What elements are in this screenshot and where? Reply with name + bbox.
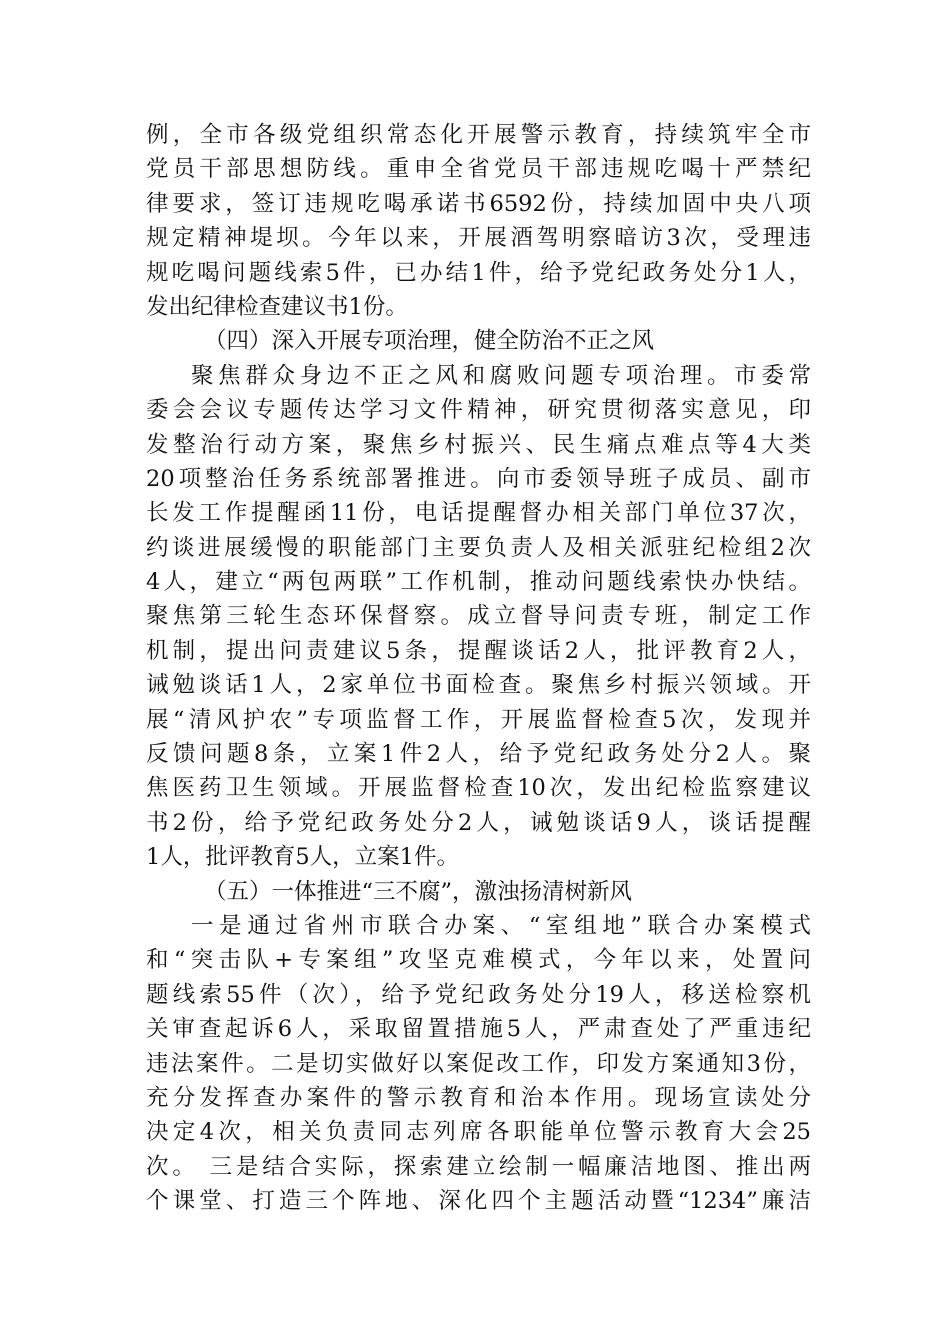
paragraph-line: 充分发挥查办案件的警示教育和治本作用。现场宣读处分 bbox=[146, 1084, 811, 1111]
paragraph-line: 一是通过省州市联合办案、“室组地”联合办案模式 bbox=[191, 912, 811, 939]
paragraph-line: 展“清风护农”专项监督工作，开展监督检查5次，发现并 bbox=[146, 706, 811, 733]
paragraph-line: 聚焦第三轮生态环保督察。成立督导问责专班，制定工作 bbox=[146, 603, 811, 630]
section-heading-5: （五）一体推进“三不腐”，激浊扬清树新风 bbox=[204, 878, 633, 905]
paragraph-line: 规吃喝问题线索5件，已办结1件，给予党纪政务处分1人， bbox=[146, 259, 811, 286]
paragraph-line: 机制，提出问责建议5条，提醒谈话2人，批评教育2人， bbox=[146, 637, 811, 664]
paragraph-line: 反馈问题8条，立案1件2人，给予党纪政务处分2人。聚 bbox=[146, 741, 811, 768]
paragraph-line: 违法案件。二是切实做好以案促改工作，印发方案通知3份， bbox=[146, 1050, 811, 1077]
paragraph-line: 4人，建立“两包两联”工作机制，推动问题线索快办快结。 bbox=[146, 569, 811, 596]
paragraph-line: 焦医药卫生领域。开展监督检查10次，发出纪检监察建议 bbox=[146, 775, 811, 802]
paragraph-line: 关审查起诉6人，采取留置措施5人，严肃查处了严重违纪 bbox=[146, 1016, 811, 1043]
paragraph-line: 题线索55件（次），给予党纪政务处分19人，移送检察机 bbox=[146, 981, 811, 1008]
paragraph-line: 发整治行动方案，聚焦乡村振兴、民生痛点难点等4大类 bbox=[146, 431, 811, 458]
paragraph-line: 诫勉谈话1人，2家单位书面检查。聚焦乡村振兴领域。开 bbox=[146, 672, 811, 699]
paragraph-line: 次。 三是结合实际，探索建立绘制一幅廉洁地图、推出两 bbox=[146, 1153, 811, 1180]
paragraph-line: 规定精神堤坝。今年以来，开展酒驾明察暗访3次，受理违 bbox=[146, 225, 811, 252]
paragraph-line: 20项整治任务系统部署推进。向市委领导班子成员、副市 bbox=[146, 465, 811, 492]
paragraph-line: 长发工作提醒函11份，电话提醒督办相关部门单位37次， bbox=[146, 500, 811, 527]
paragraph-line: 书2份，给予党纪政务处分2人，诫勉谈话9人，谈话提醒 bbox=[146, 809, 811, 836]
paragraph-line: 约谈进展缓慢的职能部门主要负责人及相关派驻纪检组2次 bbox=[146, 534, 811, 561]
paragraph-line: 党员干部思想防线。重申全省党员干部违规吃喝十严禁纪 bbox=[146, 156, 811, 183]
paragraph-line: 个课堂、打造三个阵地、深化四个主题活动暨“1234”廉洁 bbox=[146, 1188, 811, 1215]
paragraph-line: 律要求，签订违规吃喝承诺书6592份，持续加固中央八项 bbox=[146, 190, 811, 217]
paragraph-line: 发出纪律检查建议书1份。 bbox=[146, 293, 408, 320]
paragraph-line: 1人，批评教育5人，立案1件。 bbox=[146, 844, 459, 871]
document-body bbox=[146, 118, 811, 1219]
paragraph-line: 例，全市各级党组织常态化开展警示教育，持续筑牢全市 bbox=[146, 122, 811, 148]
section-heading-4: （四）深入开展专项治理，健全防治不正之风 bbox=[204, 328, 655, 355]
paragraph-line: 决定4次，相关负责同志列席各职能单位警示教育大会25 bbox=[146, 1119, 811, 1146]
paragraph-line: 和“突击队+专案组”攻坚克难模式，今年以来，处置问 bbox=[146, 947, 811, 974]
paragraph-line: 委会会议专题传达学习文件精神，研究贯彻落实意见，印 bbox=[146, 397, 811, 424]
paragraph-line: 聚焦群众身边不正之风和腐败问题专项治理。市委常 bbox=[191, 362, 811, 389]
